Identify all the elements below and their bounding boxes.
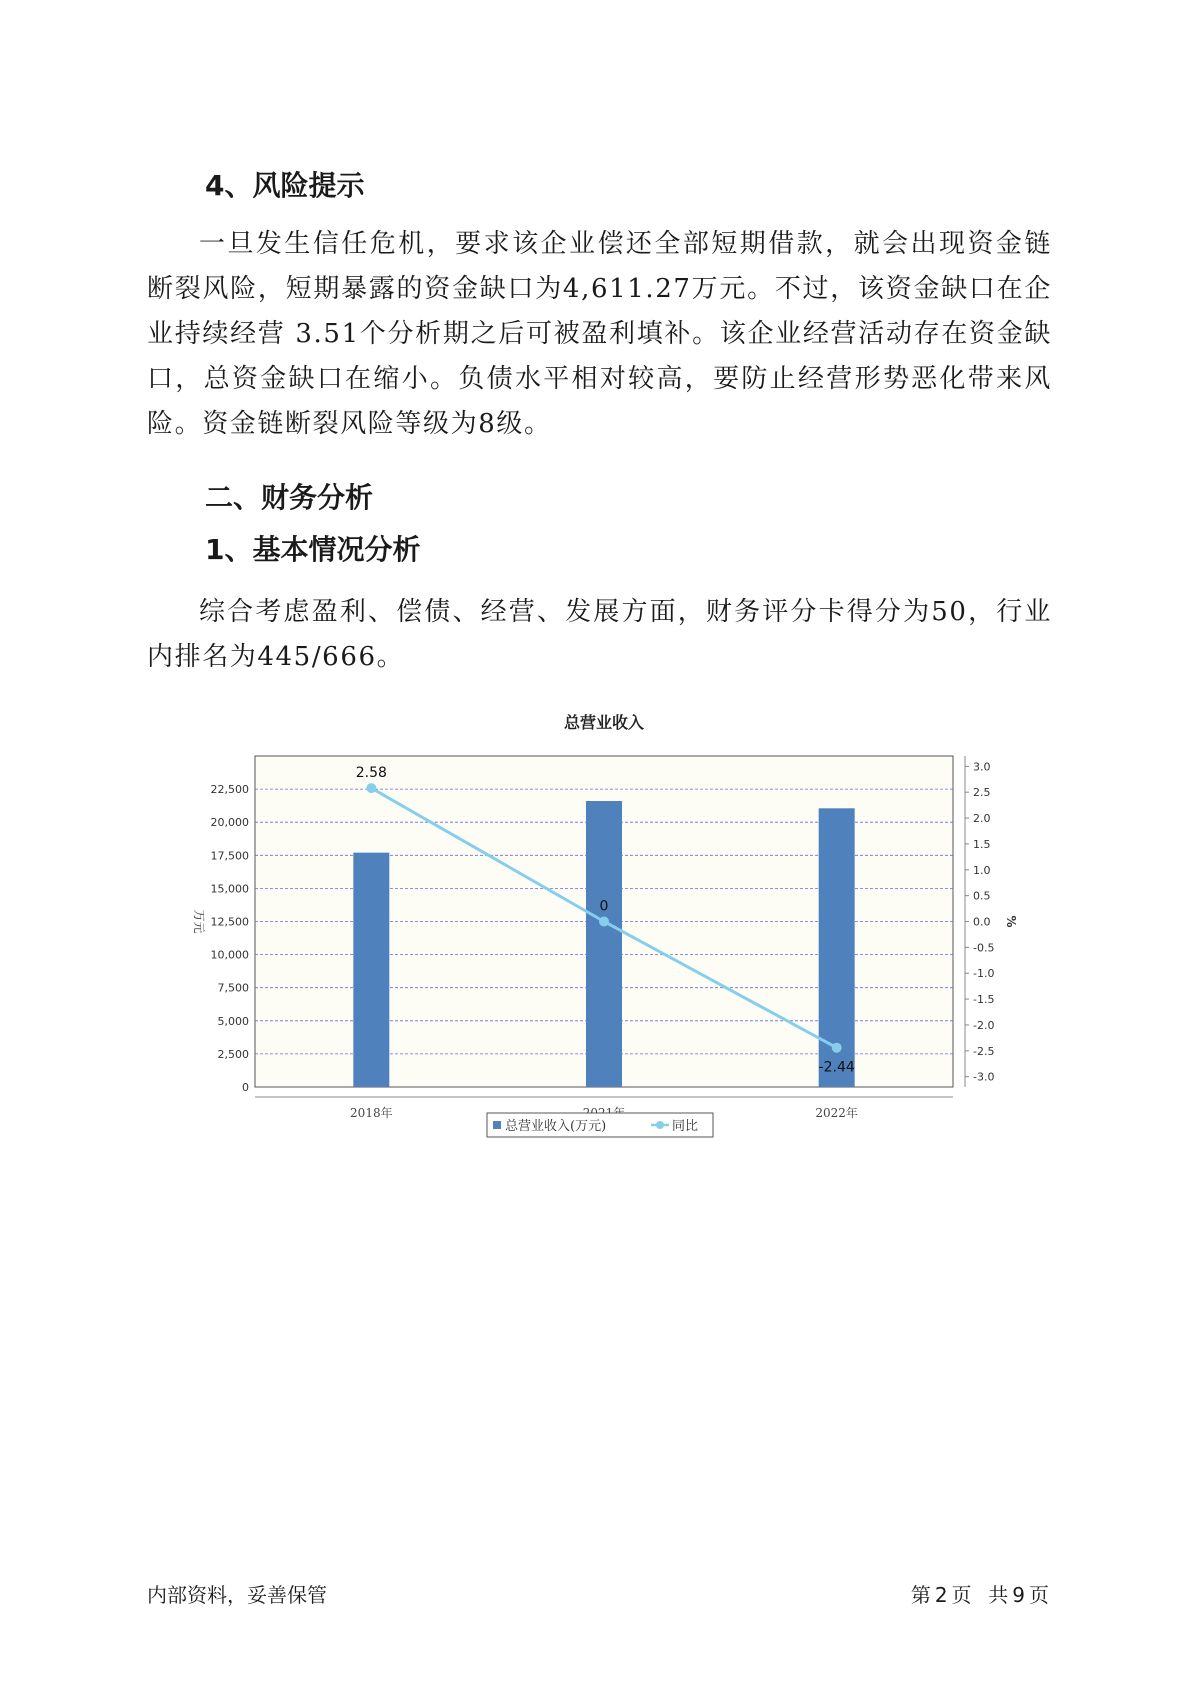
y2-tick-label: 0.5 xyxy=(973,889,991,903)
finance-analysis-heading: 二、财务分析 xyxy=(205,481,374,514)
y2-tick-label: 0.0 xyxy=(973,915,991,929)
page-unit: 页 xyxy=(951,1583,972,1607)
legend-label-revenue: 总营业收入(万元) xyxy=(505,1119,607,1134)
revenue-chart xyxy=(175,700,1025,1160)
legend-label-yoy: 同比 xyxy=(672,1119,699,1134)
y2-tick-label: -1.0 xyxy=(973,967,995,981)
y-tick-label: 0 xyxy=(242,1081,249,1094)
footer-confidential: 内部资料，妥善保管 xyxy=(147,1583,327,1607)
data-label-yoy-0: 2.58 xyxy=(355,765,387,782)
basic-analysis-heading: 1、基本情况分析 xyxy=(205,533,421,566)
y-tick-label: 15,000 xyxy=(210,882,249,896)
y-tick-label: 12,500 xyxy=(210,915,249,929)
section4-paragraph: 一旦发生信任危机，要求该企业偿还全部短期借款，就会出现资金链断裂风险，短期暴露的资金缺口为4,611.27万元。不过，该资金缺口在企业持续经营 3.51个分析期之后可被盈利填补。该企业经营活动存在资金缺口，总资金缺口在缩小。负债水平相对较高，要防止经营形势恶化带来风险。资金链断裂风险等级为8级。 xyxy=(147,229,1052,439)
y-tick-label: 17,500 xyxy=(210,849,249,863)
footer-page-number xyxy=(909,1582,1051,1608)
y-tick-label: 7,500 xyxy=(217,981,249,995)
data-label-yoy-2: -2.44 xyxy=(818,1059,855,1076)
y2-tick-label: -2.0 xyxy=(973,1018,995,1032)
chart-title: 总营业收入 xyxy=(563,713,645,732)
y-tick-label: 2,500 xyxy=(217,1047,249,1061)
section4-heading: 4、风险提示 xyxy=(205,169,365,202)
y2-tick-label: 1.0 xyxy=(973,863,991,877)
basic-analysis-paragraph: 综合考虑盈利、偿债、经营、发展方面，财务评分卡得分为50，行业内排名为445/666。 xyxy=(147,597,1052,672)
data-label-yoy-1: 0 xyxy=(599,898,609,915)
y2-tick-label: 3.0 xyxy=(973,760,991,774)
legend-marker-yoy xyxy=(656,1121,664,1129)
y-axis-label: 万元 xyxy=(192,909,206,934)
total-prefix: 共 xyxy=(988,1583,1009,1607)
y-tick-label: 5,000 xyxy=(217,1014,249,1028)
total-pages: 9 xyxy=(1012,1583,1025,1607)
y2-tick-label: -0.5 xyxy=(973,941,995,955)
point-yoy-2 xyxy=(832,1043,842,1053)
page-prefix: 第 xyxy=(910,1583,931,1607)
y-tick-label: 10,000 xyxy=(210,948,249,962)
x-tick-label: 2018年 xyxy=(350,1106,393,1120)
page-current: 2 xyxy=(934,1583,948,1607)
y-tick-label: 20,000 xyxy=(210,816,249,830)
legend-swatch-revenue xyxy=(493,1121,501,1129)
y2-axis-label: % xyxy=(1004,915,1018,928)
x-tick-label: 2022年 xyxy=(815,1106,858,1120)
total-unit: 页 xyxy=(1029,1583,1049,1607)
y2-tick-label: 1.5 xyxy=(973,837,991,851)
point-yoy-1 xyxy=(599,917,609,927)
y2-tick-label: -2.5 xyxy=(973,1044,995,1058)
y-tick-label: 22,500 xyxy=(210,783,249,797)
y2-tick-label: -1.5 xyxy=(973,993,995,1007)
y2-tick-label: -3.0 xyxy=(973,1070,995,1084)
y2-tick-label: 2.0 xyxy=(973,812,991,826)
bar-revenue-0 xyxy=(353,853,389,1087)
point-yoy-0 xyxy=(366,783,376,793)
bar-revenue-1 xyxy=(586,801,622,1087)
y2-tick-label: 2.5 xyxy=(973,786,991,800)
